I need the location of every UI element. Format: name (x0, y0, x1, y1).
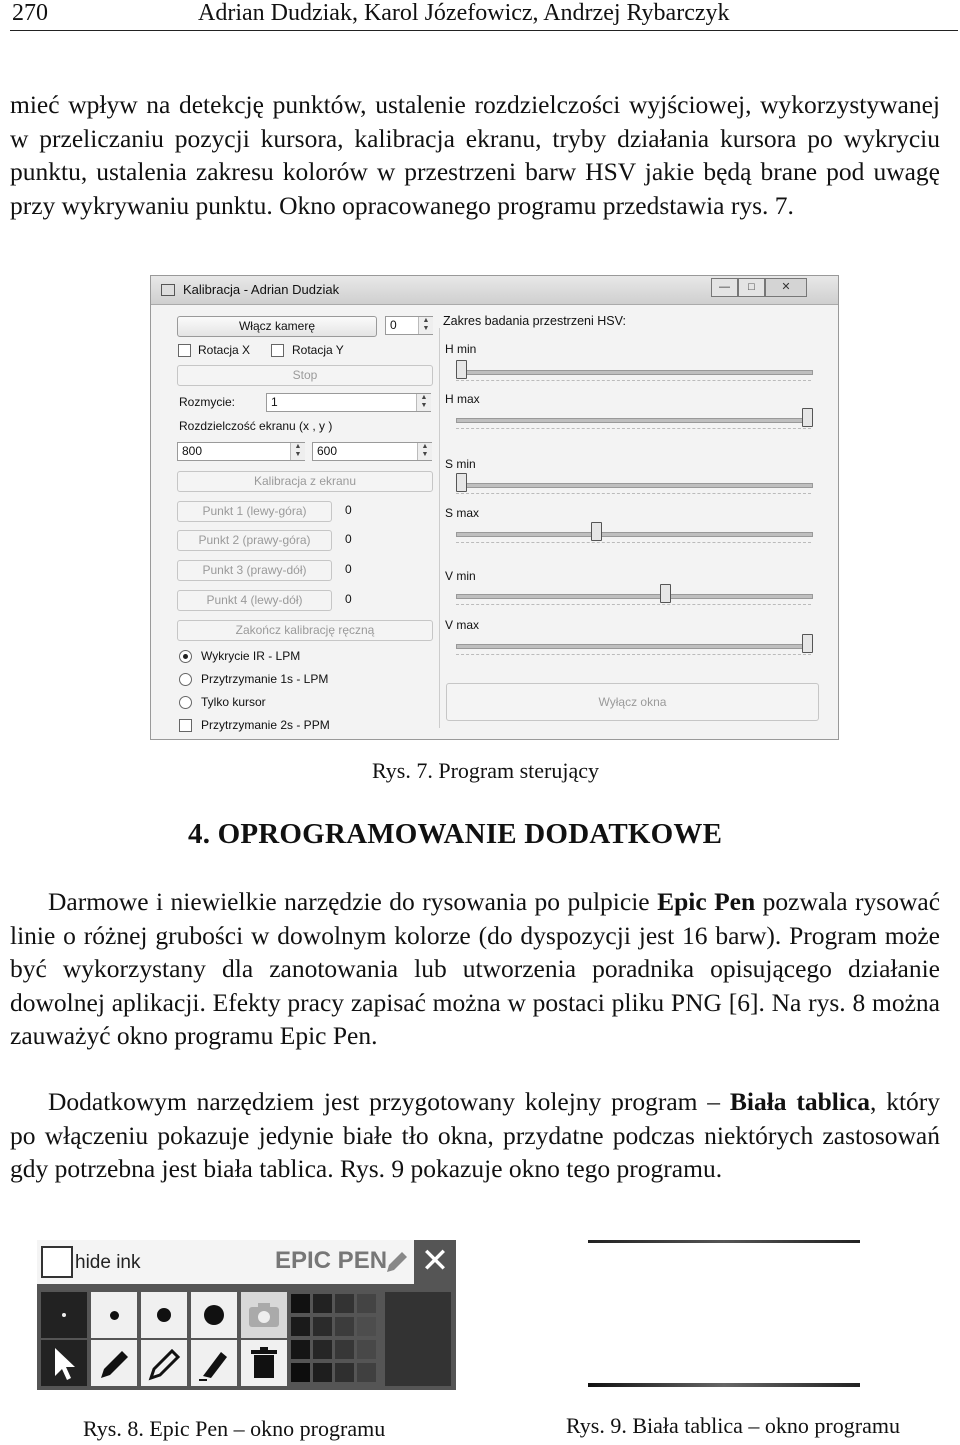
v-max-track (456, 644, 813, 649)
mode-ir-radio[interactable] (179, 650, 192, 663)
mode-ir-label: Wykrycie IR - LPM (201, 649, 301, 663)
s-min-ticks (456, 493, 811, 497)
color-swatch[interactable] (335, 1340, 354, 1359)
v-min-slider[interactable] (660, 584, 671, 603)
stop-button[interactable]: Stop (177, 365, 433, 386)
s-max-label: S max (445, 506, 480, 520)
h-min-slider[interactable] (456, 360, 467, 379)
eraser-icon (191, 1340, 237, 1386)
camera-index-spinner[interactable]: ▲ ▼ (418, 317, 433, 334)
brush-size-s[interactable] (91, 1292, 137, 1338)
close-button[interactable]: ✕ (765, 278, 807, 297)
header-authors: Adrian Dudziak, Karol Józefowicz, Andrzej Rybarczyk (198, 0, 730, 26)
v-min-label: V min (445, 569, 476, 583)
point-4-value: 0 (345, 592, 352, 606)
rotation-x-label: Rotacja X (198, 343, 251, 357)
mode-hold1s-radio[interactable] (179, 673, 192, 686)
close-windows-button[interactable]: Wyłącz okna (446, 683, 819, 721)
epic-pen-logo: EPIC PEN (275, 1247, 388, 1274)
mode-cursor-only-label: Tylko kursor (201, 695, 266, 709)
point-2-value: 0 (345, 532, 352, 546)
whiteboard-window-top-edge (588, 1240, 860, 1243)
color-swatch[interactable] (291, 1294, 310, 1313)
point-1-button[interactable]: Punkt 1 (lewy-góra) (177, 501, 332, 522)
resolution-x-value: 800 (182, 444, 203, 458)
color-swatch[interactable] (313, 1294, 332, 1313)
calibration-window (150, 275, 839, 740)
epic-pen-paragraph (10, 885, 940, 1053)
whiteboard-window-bottom-edge (588, 1383, 860, 1387)
h-min-label: H min (445, 342, 477, 356)
rotation-x-checkbox[interactable] (178, 344, 191, 357)
pen-tool[interactable] (91, 1340, 137, 1386)
h-max-slider[interactable] (802, 408, 813, 427)
blur-spinner[interactable]: ▲ ▼ (416, 394, 431, 411)
window-titlebar (151, 276, 838, 305)
h-max-ticks (456, 428, 811, 432)
color-swatch[interactable] (357, 1363, 376, 1382)
v-max-label: V max (445, 618, 480, 632)
color-swatch[interactable] (357, 1340, 376, 1359)
v-max-ticks (456, 654, 811, 658)
s-min-track (456, 483, 813, 488)
maximize-button[interactable]: □ (738, 278, 765, 297)
minimize-button[interactable]: — (711, 278, 738, 297)
mode-hold2s-label: Przytrzymanie 2s - PPM (201, 718, 330, 732)
h-max-label: H max (445, 392, 480, 406)
resolution-y-spinner[interactable]: ▲ ▼ (417, 443, 432, 460)
color-swatch[interactable] (335, 1317, 354, 1336)
hsv-group-title: Zakres badania przestrzeni HSV: (443, 314, 626, 328)
calibrate-button[interactable]: Kalibracja z ekranu (177, 471, 433, 492)
dot-xs-icon (62, 1313, 66, 1317)
whiteboard-text-a: Dodatkowym narzędziem jest przygotowany kolejny program – (48, 1087, 730, 1116)
resolution-label: Rozdzielczość ekranu (x , y ) (179, 419, 333, 433)
whiteboard-bold: Biała tablica (729, 1087, 871, 1116)
v-max-slider[interactable] (802, 634, 813, 653)
point-3-button[interactable]: Punkt 3 (prawy-dół) (177, 560, 332, 581)
blur-label: Rozmycie: (179, 395, 236, 409)
h-min-ticks (456, 380, 811, 384)
intro-paragraph: mieć wpływ na detekcję punktów, ustalenie rozdzielczości wyjściowej, wykorzystywanej w przeliczaniu pozycji kursora, kalibracja ekranu, tryby działania kursora po wykryciu punktu, ustalenia zakresu kolorów w przestrzeni barw HSV jakie będą brane pod uwagę przy wykrywaniu punktu. Okno opracowanego programu przedstawia rys. 7. (10, 90, 940, 220)
figure-8-caption: Rys. 8. Epic Pen – okno programu (83, 1416, 386, 1441)
pen-logo-icon (383, 1248, 409, 1276)
brush-size-xs[interactable] (41, 1292, 87, 1338)
epic-pen-close-button[interactable]: ✕ (414, 1240, 456, 1284)
running-header (10, 0, 958, 31)
trash-icon (241, 1340, 287, 1386)
blur-field[interactable] (266, 393, 431, 412)
app-icon (161, 284, 175, 296)
color-swatch[interactable] (357, 1317, 376, 1336)
clear-tool[interactable] (241, 1340, 287, 1386)
dot-s-icon (110, 1311, 119, 1320)
epic-pen-text-a: Darmowe i niewielkie narzędzie do rysowania po pulpicie (48, 887, 658, 916)
point-4-button[interactable]: Punkt 4 (lewy-dół) (177, 590, 332, 611)
whiteboard-paragraph (10, 1085, 940, 1186)
resolution-x-field[interactable] (177, 442, 305, 461)
cursor-tool[interactable] (41, 1340, 87, 1386)
s-max-ticks (456, 542, 811, 546)
point-1-value: 0 (345, 503, 352, 517)
mode-cursor-only-radio[interactable] (179, 696, 192, 709)
color-swatch[interactable] (313, 1363, 332, 1382)
epic-pen-window (37, 1240, 456, 1390)
hsv-group-border (439, 328, 440, 728)
brush-size-l[interactable] (191, 1292, 237, 1338)
whiteboard-text-b: , który po włączeniu pokazuje jedynie białe tło okna, przydatne podczas niektórych zastosowań gdy potrzebna jest biała tablica. Rys. 9 pokazuje okno tego programu. (10, 1087, 941, 1183)
enable-camera-button[interactable]: Włącz kamerę (177, 316, 377, 337)
camera-icon (241, 1292, 287, 1338)
epic-pen-bold: Epic Pen (657, 887, 756, 916)
rotation-y-label: Rotacja Y (292, 343, 344, 357)
h-min-track (456, 370, 813, 375)
window-title: Kalibracja - Adrian Dudziak (183, 282, 340, 297)
s-min-label: S min (445, 457, 476, 471)
point-3-value: 0 (345, 562, 352, 576)
hide-ink-checkbox[interactable] (41, 1246, 73, 1278)
h-max-track (456, 418, 813, 423)
current-color-preview (385, 1292, 451, 1386)
point-2-button[interactable]: Punkt 2 (prawy-góra) (177, 530, 332, 551)
pen-icon (91, 1340, 137, 1386)
color-swatch[interactable] (291, 1317, 310, 1336)
color-swatch[interactable] (291, 1340, 310, 1359)
figure-9-caption: Rys. 9. Biała tablica – okno programu (566, 1413, 900, 1438)
epic-pen-text-b: pozwala rysować linie o różnej grubości w dowolnym kolorze (do dyspozycji jest 16 barw). Program może być wykorzystany dla zanotowania lub utworzenia poradnika opisującego działanie dowolnej aplikacji. Efekty pracy zapisać można w postaci pliku PNG [6]. Na rys. 8 można zauważyć okno programu Epic Pen. (10, 887, 941, 1050)
highlighter-tool[interactable] (141, 1340, 187, 1386)
finish-manual-calibration-button[interactable]: Zakończ kalibrację ręczną (177, 620, 433, 641)
dot-m-icon (157, 1308, 171, 1322)
color-swatch[interactable] (335, 1294, 354, 1313)
color-swatch[interactable] (357, 1294, 376, 1313)
section-heading: 4. OPROGRAMOWANIE DODATKOWE (188, 818, 723, 850)
resolution-y-field[interactable] (312, 442, 432, 461)
camera-index-value: 0 (390, 318, 397, 332)
mode-hold1s-label: Przytrzymanie 1s - LPM (201, 672, 329, 686)
resolution-x-spinner[interactable]: ▲ ▼ (290, 443, 305, 460)
color-swatch[interactable] (291, 1363, 310, 1382)
figure-7-caption: Rys. 7. Program sterujący (372, 758, 600, 783)
rotation-y-checkbox[interactable] (271, 344, 284, 357)
blur-value: 1 (271, 395, 278, 409)
mode-hold2s-checkbox[interactable] (179, 719, 192, 732)
epic-pen-topbar (37, 1240, 456, 1284)
s-max-slider[interactable] (591, 522, 602, 541)
brush-size-m[interactable] (141, 1292, 187, 1338)
color-swatch[interactable] (313, 1340, 332, 1359)
screenshot-button[interactable] (241, 1292, 287, 1338)
cursor-arrow-icon (41, 1340, 87, 1386)
v-min-ticks (456, 604, 811, 608)
eraser-tool[interactable] (191, 1340, 237, 1386)
color-swatch[interactable] (313, 1317, 332, 1336)
color-swatch[interactable] (335, 1363, 354, 1382)
s-max-track (456, 532, 813, 537)
hide-ink-label: hide ink (75, 1252, 141, 1273)
v-min-track (456, 594, 813, 599)
s-min-slider[interactable] (456, 473, 467, 492)
resolution-y-value: 600 (317, 444, 338, 458)
dot-l-icon (204, 1305, 224, 1325)
highlighter-icon (141, 1340, 187, 1386)
page-number: 270 (12, 0, 48, 26)
